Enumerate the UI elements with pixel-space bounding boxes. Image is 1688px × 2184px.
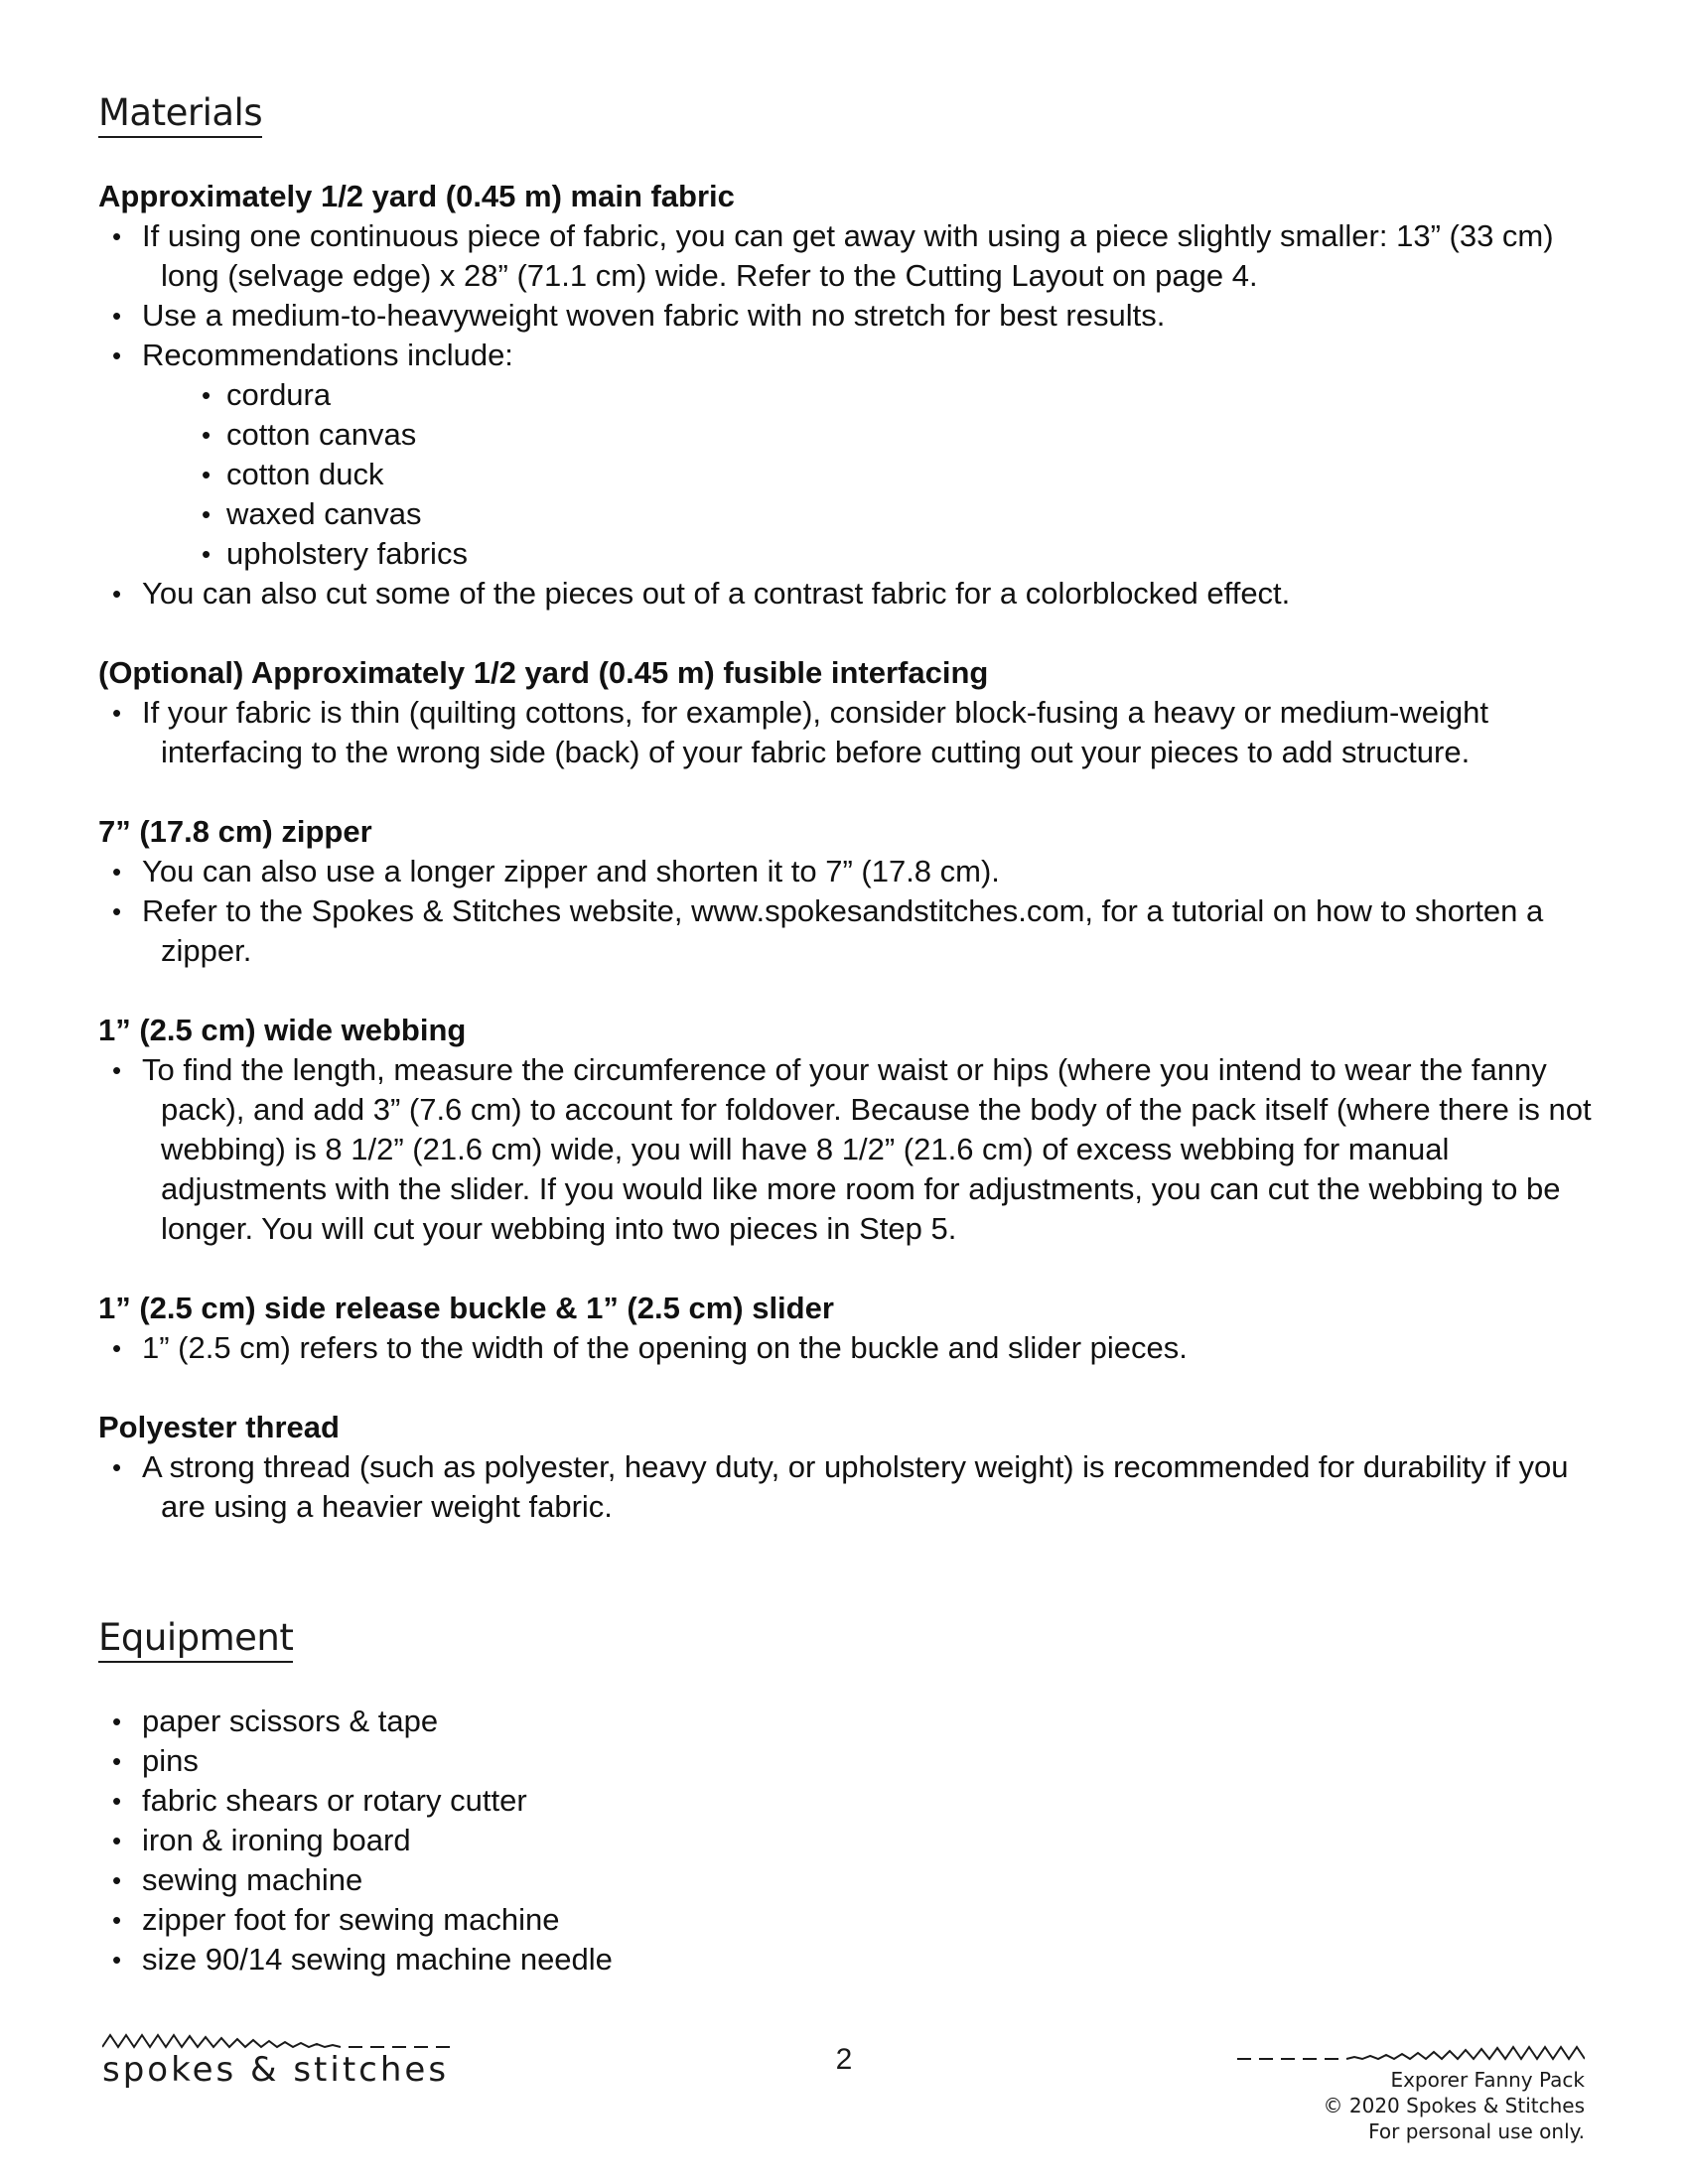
note-item: • You can also cut some of the pieces out of a contrast fabric for a colorblocked effect. <box>98 574 1608 614</box>
recommendation-item: • waxed canvas <box>202 494 1608 534</box>
material-thread <box>98 1408 1608 1527</box>
material-title: 7” (17.8 cm) zipper <box>98 814 372 849</box>
note-item: • 1” (2.5 cm) refers to the width of the opening on the buckle and slider pieces. <box>98 1328 1608 1368</box>
note-item: • If using one continuous piece of fabric, you can get away with using a piece slightly smaller: 13” (33 cm) long (selvage edge) x 28” (71.1 cm) wide. Refer to the Cutting Layout on page 4. <box>98 216 1608 296</box>
fabric-recommendations <box>142 375 1608 574</box>
equipment-item: • iron & ironing board <box>98 1821 1290 1860</box>
equipment-item: • zipper foot for sewing machine <box>98 1900 1290 1940</box>
note-item: • Recommendations include: • cordura • cotton canvas • cotton duck • waxed canvas • upholstery fabrics <box>98 336 1608 574</box>
equipment-item: • size 90/14 sewing machine needle <box>98 1940 1290 1979</box>
material-notes <box>98 852 1608 971</box>
material-notes <box>98 1447 1608 1527</box>
copyright-text: © 2020 Spokes & Stitches <box>1323 2094 1585 2117</box>
usage-note: For personal use only. <box>1368 2119 1585 2143</box>
recommendation-item: • cotton canvas <box>202 415 1608 455</box>
material-title: 1” (2.5 cm) wide webbing <box>98 1013 467 1047</box>
note-item: • You can also use a longer zipper and shorten it to 7” (17.8 cm). <box>98 852 1608 891</box>
material-notes <box>98 216 1608 614</box>
material-buckle-slider <box>98 1289 1608 1368</box>
material-interfacing <box>98 653 1608 772</box>
recommendation-item: • cotton duck <box>202 455 1608 494</box>
material-title: Polyester thread <box>98 1410 340 1444</box>
equipment-item: • fabric shears or rotary cutter <box>98 1781 1290 1821</box>
material-title: (Optional) Approximately 1/2 yard (0.45 m) fusible interfacing <box>98 655 989 690</box>
material-zipper <box>98 812 1608 971</box>
material-title: 1” (2.5 cm) side release buckle & 1” (2.5 cm) slider <box>98 1291 834 1325</box>
equipment-item: • sewing machine <box>98 1860 1290 1900</box>
page-number: 2 <box>835 2043 853 2076</box>
material-main-fabric <box>98 177 1608 614</box>
note-item: • If your fabric is thin (quilting cottons, for example), consider block-fusing a heavy or medium-weight interfacing to the wrong side (back) of your fabric before cutting out your pieces to add structure. <box>98 693 1608 772</box>
note-item: • A strong thread (such as polyester, heavy duty, or upholstery weight) is recommended for durability if you are using a heavier weight fabric. <box>98 1447 1608 1527</box>
pattern-info <box>1227 2045 1585 2144</box>
recommendation-item: • cordura <box>202 375 1608 415</box>
material-notes <box>98 1050 1608 1249</box>
equipment-heading: Equipment <box>98 1616 293 1663</box>
material-notes <box>98 1328 1608 1368</box>
material-webbing <box>98 1011 1608 1249</box>
equipment-item: • pins <box>98 1741 1290 1781</box>
note-item: • To find the length, measure the circumference of your waist or hips (where you intend to wear the fanny pack), and add 3” (7.6 cm) to account for foldover. Because the body of the pack itself (where there is not webbing) is 8 1/2” (21.6 cm) wide, you will have 8 1/2” (21.6 cm) of excess webbing for manual adjustments with the slider. If you would like more room for adjustments, you can cut the webbing to be longer. You will cut your webbing into two pieces in Step 5. <box>98 1050 1608 1249</box>
pattern-name: Exporer Fanny Pack <box>1390 2068 1585 2092</box>
equipment-list <box>98 1702 1290 1979</box>
materials-section <box>98 177 1608 1567</box>
equipment-section <box>98 1702 1290 1979</box>
recommendation-item: • upholstery fabrics <box>202 534 1608 574</box>
material-notes <box>98 693 1608 772</box>
brand-name: spokes & stitches <box>102 2050 450 2090</box>
material-title: Approximately 1/2 yard (0.45 m) main fabric <box>98 179 735 213</box>
note-item: • Use a medium-to-heavyweight woven fabric with no stretch for best results. <box>98 296 1608 336</box>
zigzag-stitch-icon <box>1227 2045 1585 2061</box>
equipment-item: • paper scissors & tape <box>98 1702 1290 1741</box>
note-item: • Refer to the Spokes & Stitches website, www.spokesandstitches.com, for a tutorial on how to shorten a zipper. <box>98 891 1608 971</box>
materials-heading: Materials <box>98 91 262 138</box>
